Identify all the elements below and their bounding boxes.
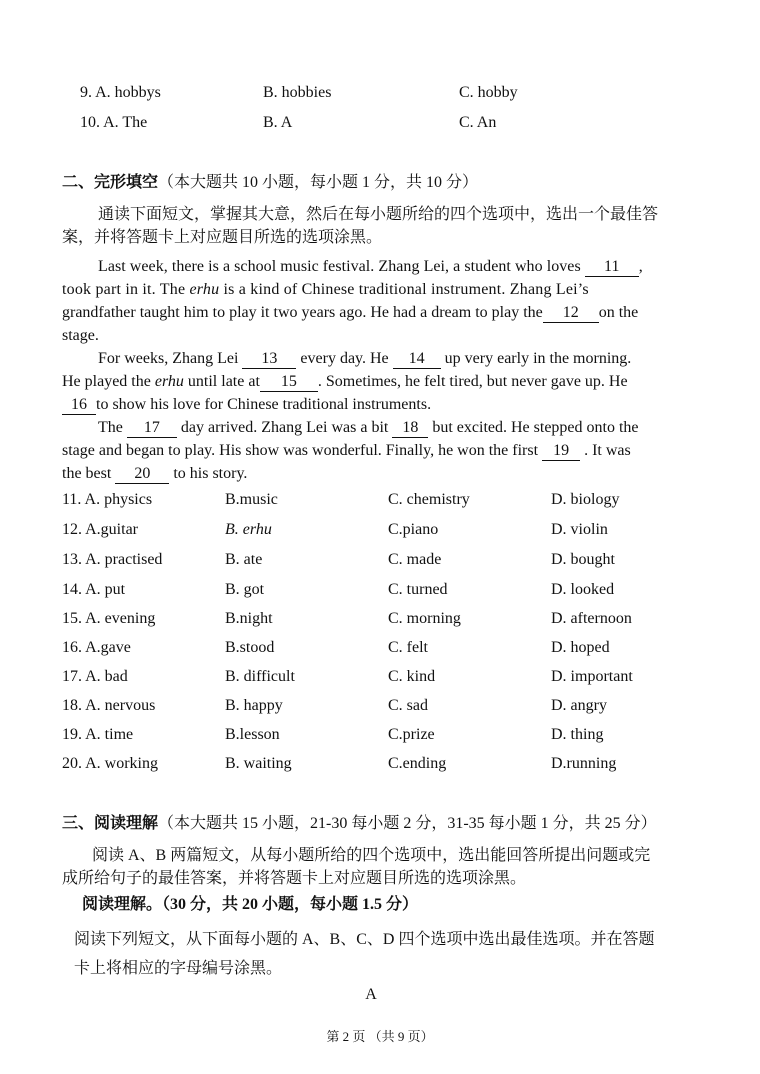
choice-b: B. got <box>225 581 265 598</box>
passage-line: Last week, there is a school music festival. Zhang Lei, a student who loves 11 , <box>98 258 643 275</box>
section2-instructions: 通读下面短文，掌握其大意，然后在每小题所给的四个选项中，选出一个最佳答 案，并将答题卡上对应题目所选的选项涂黑。 <box>62 206 659 246</box>
choice-a: 17. A. bad <box>62 668 128 685</box>
reading-instructions: 阅读下列短文，从下面每小题的 A、B、C、D 四个选项中选出最佳选项。并在答题 卡上将相应的字母编号涂黑。 <box>74 931 655 977</box>
choice-c: C.prize <box>388 726 435 743</box>
blank-16: 16 <box>62 396 96 415</box>
passage-line: stage. <box>62 327 99 344</box>
choice-d: D.running <box>551 755 617 772</box>
passage-line: For weeks, Zhang Lei 13 every day. He 14 up very early in the morning. <box>98 350 632 367</box>
section3-heading <box>62 812 657 836</box>
choice-a: 20. A. working <box>62 755 158 772</box>
choice-d: D. important <box>551 668 633 685</box>
choice-a: 14. A. put <box>62 581 126 598</box>
choice-b: B. difficult <box>225 668 295 685</box>
passage-line: grandfather taught him to play it two years ago. He had a dream to play the 12 on the <box>62 304 639 321</box>
section3-note: （本大题共 15 小题，21-30 每小题 2 分，31-35 每小题 1 分，共 25 分） <box>158 815 657 832</box>
choice-c: C. felt <box>388 639 428 656</box>
choice-c: C. made <box>388 551 442 568</box>
choice-b: B.stood <box>225 639 275 656</box>
choice-c: C.piano <box>388 521 439 538</box>
section3-title: 三、阅读理解 <box>62 815 159 832</box>
q10-option-c: C. An <box>459 114 497 131</box>
choice-b: B.lesson <box>225 726 280 743</box>
choice-row <box>62 607 702 631</box>
passage-line: took part in it. The erhu is a kind of Chinese traditional instrument. Zhang Lei’s <box>62 281 589 298</box>
choice-row <box>62 636 702 660</box>
choice-d: D. hoped <box>551 639 610 656</box>
choice-d: D. biology <box>551 491 620 508</box>
choice-b: B.night <box>225 610 273 627</box>
blank-17: 17 <box>127 419 177 438</box>
section2-title: 二、完形填空 <box>62 174 159 191</box>
choice-d: D. thing <box>551 726 604 743</box>
choice-c: C. turned <box>388 581 448 598</box>
reading-subtitle: 阅读理解。（30 分，共 20 小题，每小题 1.5 分） <box>82 896 419 913</box>
blank-15: 15 <box>260 373 318 392</box>
choice-row <box>62 488 702 512</box>
q10-option-a: 10. A. The <box>80 114 148 131</box>
choice-row <box>62 548 702 572</box>
choice-d: D. looked <box>551 581 615 598</box>
passage-line: The 17 day arrived. Zhang Lei was a bit 18 but excited. He stepped onto the <box>98 419 639 436</box>
choice-row <box>62 518 702 542</box>
choice-c: C. chemistry <box>388 491 470 508</box>
question-10 <box>80 111 700 135</box>
choice-a: 12. A.guitar <box>62 521 138 538</box>
choice-b: B. ate <box>225 551 263 568</box>
choice-d: D. afternoon <box>551 610 632 627</box>
choice-c: C. sad <box>388 697 428 714</box>
choice-b: B. happy <box>225 697 283 714</box>
choice-a: 13. A. practised <box>62 551 163 568</box>
choice-c: C.ending <box>388 755 447 772</box>
passage-label: A <box>365 986 377 1003</box>
choice-a: 19. A. time <box>62 726 134 743</box>
blank-12: 12 <box>543 304 599 323</box>
choice-d: D. bought <box>551 551 615 568</box>
erhu-word: erhu <box>189 281 220 298</box>
passage-line: the best 20 to his story. <box>62 465 248 482</box>
choice-row <box>62 694 702 718</box>
passage-line: He played the erhu until late at 15 . Sometimes, he felt tired, but never gave up. He <box>62 373 628 390</box>
choice-a: 16. A.gave <box>62 639 131 656</box>
choice-d: D. violin <box>551 521 608 538</box>
choice-c: C. morning <box>388 610 461 627</box>
choice-row <box>62 723 702 747</box>
blank-14: 14 <box>393 350 441 369</box>
choice-b: B. waiting <box>225 755 292 772</box>
blank-11: 11 <box>585 258 639 277</box>
choice-a: 11. A. physics <box>62 491 153 508</box>
section3-instructions: 阅读 A、B 两篇短文，从每小题所给的四个选项中，选出能回答所提出问题或完 成所给句子的最佳答案，并将答题卡上对应题目所选的选项涂黑。 <box>62 847 651 887</box>
choice-a: 15. A. evening <box>62 610 156 627</box>
page-number: 第 2 页 （共 9 页） <box>326 1029 434 1044</box>
choice-row <box>62 665 702 689</box>
q9-option-c: C. hobby <box>459 84 518 101</box>
choice-b: B.music <box>225 491 278 508</box>
choice-b: B. erhu <box>225 521 272 538</box>
choice-a: 18. A. nervous <box>62 697 156 714</box>
choice-row <box>62 578 702 602</box>
question-9 <box>80 81 700 105</box>
choice-row <box>62 752 702 776</box>
blank-19: 19 <box>542 442 580 461</box>
choice-c: C. kind <box>388 668 436 685</box>
cloze-passage <box>62 255 700 485</box>
passage-line: stage and began to play. His show was wonderful. Finally, he won the first 19 . It was <box>62 442 631 459</box>
passage-line: 16 to show his love for Chinese traditional instruments. <box>62 393 700 416</box>
blank-18: 18 <box>392 419 428 438</box>
q10-option-b: B. A <box>263 114 293 131</box>
choice-d: D. angry <box>551 697 607 714</box>
blank-20: 20 <box>115 465 169 484</box>
blank-13: 13 <box>242 350 296 369</box>
section2-heading <box>62 171 478 195</box>
q9-option-b: B. hobbies <box>263 84 332 101</box>
section2-note: （本大题共 10 小题，每小题 1 分，共 10 分） <box>158 174 479 191</box>
q9-option-a: 9. A. hobbys <box>80 84 161 101</box>
